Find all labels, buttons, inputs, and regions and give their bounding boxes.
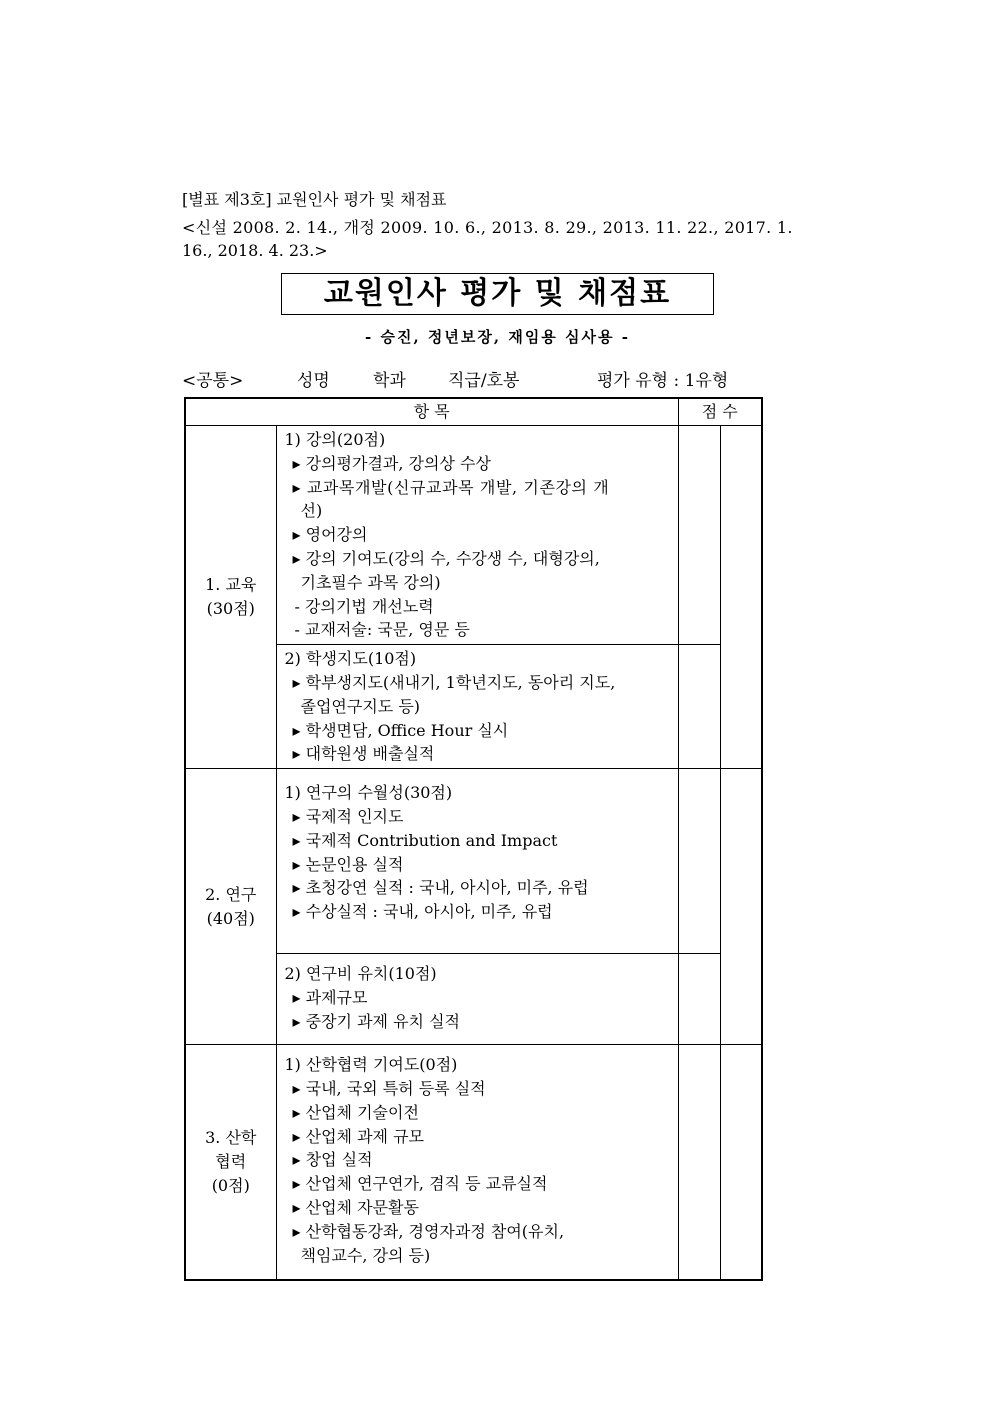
- evaluation-table: [184, 397, 763, 1281]
- category-industry-points: (0점): [211, 1176, 250, 1196]
- list-item: ▸ 영어강의: [292, 525, 368, 545]
- list-item-continuation: 선): [300, 501, 323, 521]
- section-title: 2) 학생지도(10점): [284, 649, 417, 669]
- list-item: ▸ 대학원생 배출실적: [292, 744, 435, 764]
- list-item: ▸ 중장기 과제 유치 실적: [292, 1011, 460, 1031]
- list-item: ▸ 초청강연 실적 : 국내, 아시아, 미주, 유럽: [292, 878, 589, 898]
- column-header-score: 점 수: [678, 398, 762, 426]
- info-name: 성명: [297, 371, 330, 391]
- info-dept: 학과: [373, 371, 406, 391]
- score-cell[interactable]: [678, 769, 720, 954]
- list-item: ▸ 산업체 자문활동: [292, 1197, 419, 1217]
- header-line-2: <신설 2008. 2. 14., 개정 2009. 10. 6., 2013. 8. 29., 2013. 11. 22., 2017. 1.: [182, 218, 793, 237]
- info-common: <공통>: [182, 371, 244, 391]
- info-type: 평가 유형 : 1유형: [597, 371, 729, 391]
- score-total-cell[interactable]: [720, 1045, 762, 1281]
- category-education-label: 1. 교육: [205, 575, 257, 595]
- header-line-1: [별표 제3호] 교원인사 평가 및 채점표: [182, 190, 447, 209]
- list-item-continuation: 기초필수 과목 강의): [300, 572, 441, 592]
- list-item: ▸ 학생면담, Office Hour 실시: [292, 720, 509, 740]
- list-item-continuation: 책임교수, 강의 등): [300, 1245, 431, 1265]
- section-student-guidance: [276, 645, 678, 769]
- section-title: 1) 산학협력 기여도(0점): [284, 1055, 458, 1075]
- section-research-funding: [276, 954, 678, 1045]
- category-research-label: 2. 연구: [205, 884, 257, 904]
- info-rank: 직급/호봉: [448, 371, 520, 391]
- page-title: 교원인사 평가 및 채점표: [281, 273, 714, 315]
- list-item: ▸ 산학협동강좌, 경영자과정 참여(유치,: [292, 1221, 565, 1241]
- section-title: 1) 연구의 수월성(30점): [284, 783, 453, 803]
- list-item: ▸ 국제적 인지도: [292, 806, 404, 826]
- list-item-continuation: 졸업연구지도 등): [300, 696, 421, 716]
- category-industry-label-2: 협력: [215, 1152, 247, 1172]
- section-research-excellence: [276, 769, 678, 954]
- list-item: - 교재저술: 국문, 영문 등: [294, 620, 470, 640]
- list-item: ▸ 국제적 Contribution and Impact: [292, 830, 558, 850]
- score-cell[interactable]: [678, 645, 720, 769]
- score-cell[interactable]: [678, 1045, 720, 1281]
- category-education: [185, 426, 276, 769]
- list-item: ▸ 논문인용 실적: [292, 854, 404, 874]
- category-research: [185, 769, 276, 1045]
- category-education-points: (30점): [206, 599, 255, 619]
- list-item: - 강의기법 개선노력: [294, 596, 434, 616]
- list-item: ▸ 산업체 기술이전: [292, 1102, 419, 1122]
- list-item: ▸ 학부생지도(새내기, 1학년지도, 동아리 지도,: [292, 672, 616, 692]
- section-title: 1) 강의(20점): [284, 430, 386, 449]
- list-item: ▸ 수상실적 : 국내, 아시아, 미주, 유럽: [292, 902, 553, 922]
- section-industry-contribution: [276, 1045, 678, 1281]
- list-item: ▸ 산업체 과제 규모: [292, 1126, 424, 1146]
- category-industry-label: 3. 산학: [205, 1128, 257, 1148]
- page-subtitle: - 승진, 정년보장, 재임용 심사용 -: [365, 328, 630, 346]
- section-title: 2) 연구비 유치(10점): [284, 964, 437, 984]
- list-item: ▸ 교과목개발(신규교과목 개발, 기존강의 개: [292, 477, 610, 497]
- list-item: ▸ 산업체 연구연가, 겸직 등 교류실적: [292, 1174, 548, 1194]
- category-industry: [185, 1045, 276, 1281]
- list-item: ▸ 창업 실적: [292, 1150, 373, 1170]
- list-item: ▸ 국내, 국외 특허 등록 실적: [292, 1078, 486, 1098]
- list-item: ▸ 강의 기여도(강의 수, 수강생 수, 대형강의,: [292, 548, 600, 568]
- score-cell[interactable]: [678, 426, 720, 645]
- column-header-item: 항 목: [185, 398, 678, 426]
- score-total-cell[interactable]: [720, 426, 762, 769]
- category-research-points: (40점): [206, 908, 255, 928]
- list-item: ▸ 과제규모: [292, 987, 368, 1007]
- score-total-cell[interactable]: [720, 769, 762, 1045]
- header-line-3: 16., 2018. 4. 23.>: [182, 241, 328, 260]
- list-item: ▸ 강의평가결과, 강의상 수상: [292, 453, 491, 473]
- score-cell[interactable]: [678, 954, 720, 1045]
- section-lecture: [276, 426, 678, 645]
